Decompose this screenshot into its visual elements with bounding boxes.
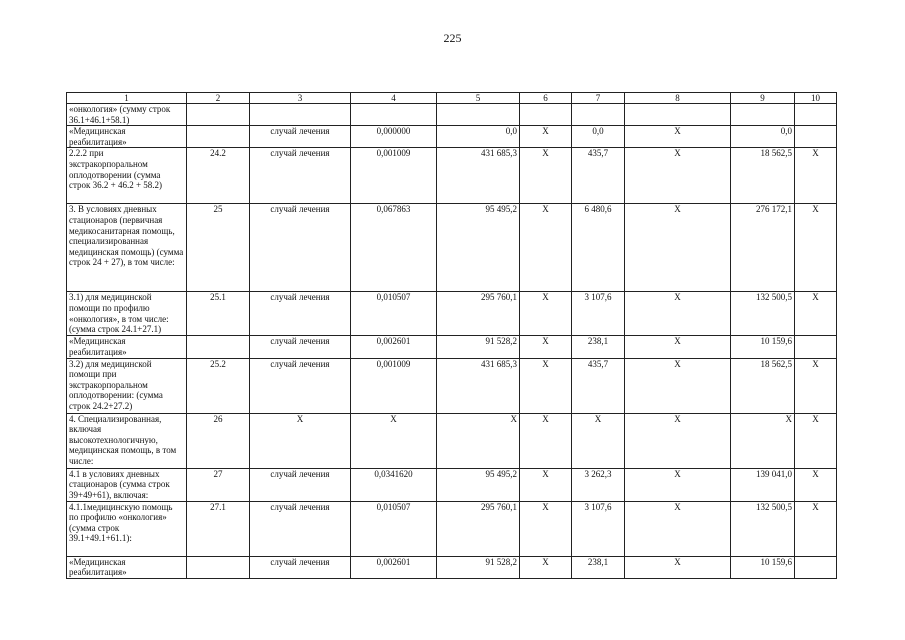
table-cell (520, 104, 572, 126)
table-cell: X (625, 148, 731, 204)
table-cell: X (250, 413, 351, 468)
table-cell: 27 (187, 468, 250, 501)
table-cell: 0,002601 (351, 336, 437, 358)
table-cell: 3 262,3 (572, 468, 625, 501)
table-cell: 3 107,6 (572, 292, 625, 336)
table-cell: 276 172,1 (731, 204, 795, 292)
table-cell: 0,0 (437, 126, 520, 148)
table-cell (187, 556, 250, 578)
table-cell: X (625, 292, 731, 336)
table-cell: случай лечения (250, 336, 351, 358)
header-cell: 6 (520, 93, 572, 104)
table-cell: 132 500,5 (731, 292, 795, 336)
table-cell: X (731, 413, 795, 468)
table-cell: 27.1 (187, 501, 250, 556)
table-cell: случай лечения (250, 358, 351, 413)
table-cell (187, 104, 250, 126)
table-cell: 3 107,6 (572, 501, 625, 556)
table-cell: X (520, 358, 572, 413)
table-cell: случай лечения (250, 556, 351, 578)
header-cell: 9 (731, 93, 795, 104)
table-cell: 3. В условиях дневных стационаров (первичная медикосанитарная помощь, специализированная медицинская помощь) (сумма строк 24 + 27), в том числе: (67, 204, 187, 292)
table-cell: X (520, 556, 572, 578)
table-row (67, 104, 837, 126)
table-cell (795, 556, 837, 578)
table-cell: 0,010507 (351, 501, 437, 556)
table-cell: 435,7 (572, 358, 625, 413)
table-row (67, 336, 837, 358)
table-cell (795, 126, 837, 148)
table-cell (250, 104, 351, 126)
data-table (66, 92, 837, 579)
table-cell: X (520, 148, 572, 204)
table-row (67, 292, 837, 336)
table-cell (795, 336, 837, 358)
table-cell: 91 528,2 (437, 336, 520, 358)
table-cell: 431 685,3 (437, 358, 520, 413)
table-cell: 25 (187, 204, 250, 292)
table-cell: X (625, 413, 731, 468)
table-cell: X (437, 413, 520, 468)
header-cell: 10 (795, 93, 837, 104)
table-cell (795, 104, 837, 126)
table-cell: 2.2.2 при экстракорпоральном оплодотворении (сумма строк 36.2 + 46.2 + 58.2) (67, 148, 187, 204)
table-cell: X (625, 358, 731, 413)
table-cell: X (625, 204, 731, 292)
table-cell: 3.2) для медицинской помощи при экстракорпоральном оплодотворении: (сумма строк 24.2+27.2) (67, 358, 187, 413)
table-cell: 4.1.1медицинскую помощь по профилю «онкология» (сумма строк 39.1+49.1+61.1): (67, 501, 187, 556)
table-cell: X (520, 204, 572, 292)
table-cell: X (520, 468, 572, 501)
table-cell: 3.1) для медицинской помощи по профилю «онкология», в том числе: (сумма строк 24.1+27.1) (67, 292, 187, 336)
table-cell: 295 760,1 (437, 501, 520, 556)
table-cell: 4. Специализированная, включая высокотехнологичную, медицинская помощь, в том числе: (67, 413, 187, 468)
table-cell: 132 500,5 (731, 501, 795, 556)
table-cell: 435,7 (572, 148, 625, 204)
table-cell: 0,067863 (351, 204, 437, 292)
table-cell: X (520, 336, 572, 358)
table-cell: X (520, 126, 572, 148)
table-cell: 25.1 (187, 292, 250, 336)
table-cell: 25.2 (187, 358, 250, 413)
table-cell: 431 685,3 (437, 148, 520, 204)
table-cell: X (520, 501, 572, 556)
header-row (67, 93, 837, 104)
table-cell: «Медицинская реабилитация» (67, 336, 187, 358)
header-cell: 8 (625, 93, 731, 104)
table-cell: 0,002601 (351, 556, 437, 578)
table-cell: X (795, 501, 837, 556)
table-cell (625, 104, 731, 126)
table-cell (437, 104, 520, 126)
table-cell: X (625, 468, 731, 501)
header-cell: 7 (572, 93, 625, 104)
table-cell: случай лечения (250, 292, 351, 336)
table-cell: случай лечения (250, 468, 351, 501)
table-cell: X (625, 501, 731, 556)
table-cell: случай лечения (250, 148, 351, 204)
table-cell: «Медицинская реабилитация» (67, 126, 187, 148)
table-cell: «онкология» (сумму строк 36.1+46.1+58.1) (67, 104, 187, 126)
table-cell (731, 104, 795, 126)
table-cell: X (572, 413, 625, 468)
table-body (67, 104, 837, 579)
table-cell: 0,001009 (351, 358, 437, 413)
table-row (67, 413, 837, 468)
table-cell: 10 159,6 (731, 556, 795, 578)
table-cell: X (351, 413, 437, 468)
table-row (67, 204, 837, 292)
table-cell: 0,0 (572, 126, 625, 148)
table-cell: X (795, 148, 837, 204)
header-cell: 4 (351, 93, 437, 104)
table-cell: 0,001009 (351, 148, 437, 204)
table-cell: 95 495,2 (437, 468, 520, 501)
table-row (67, 126, 837, 148)
table-cell: X (625, 556, 731, 578)
table-cell: 139 041,0 (731, 468, 795, 501)
header-cell: 1 (67, 93, 187, 104)
table-cell: 0,000000 (351, 126, 437, 148)
table-cell: X (795, 204, 837, 292)
table-row (67, 358, 837, 413)
page-number: 225 (443, 31, 462, 45)
table-cell: 18 562,5 (731, 148, 795, 204)
table-cell: 0,0 (731, 126, 795, 148)
table-cell: X (520, 292, 572, 336)
table-cell: 10 159,6 (731, 336, 795, 358)
table-row (67, 468, 837, 501)
table-cell: X (795, 358, 837, 413)
table-cell (187, 336, 250, 358)
table-cell: 0,0341620 (351, 468, 437, 501)
table-header (67, 93, 837, 104)
table-cell: X (795, 413, 837, 468)
header-cell: 2 (187, 93, 250, 104)
table-cell: X (520, 413, 572, 468)
table-cell: X (795, 292, 837, 336)
table-row (67, 556, 837, 578)
table-cell: X (625, 126, 731, 148)
table-row (67, 148, 837, 204)
table-cell: 26 (187, 413, 250, 468)
table-cell: случай лечения (250, 204, 351, 292)
table-cell: X (795, 468, 837, 501)
table-cell (187, 126, 250, 148)
table-cell: 24.2 (187, 148, 250, 204)
table-cell: 238,1 (572, 556, 625, 578)
table-cell (572, 104, 625, 126)
table-row (67, 501, 837, 556)
table-cell: случай лечения (250, 126, 351, 148)
table-cell: «Медицинская реабилитация» (67, 556, 187, 578)
table-cell: 295 760,1 (437, 292, 520, 336)
table-cell: случай лечения (250, 501, 351, 556)
header-cell: 5 (437, 93, 520, 104)
table-cell: X (625, 336, 731, 358)
table-cell: 238,1 (572, 336, 625, 358)
table-cell: 6 480,6 (572, 204, 625, 292)
table-cell: 95 495,2 (437, 204, 520, 292)
table-cell: 91 528,2 (437, 556, 520, 578)
table-cell: 4.1 в условиях дневных стационаров (сумма строк 39+49+61), включая: (67, 468, 187, 501)
table-cell (351, 104, 437, 126)
header-cell: 3 (250, 93, 351, 104)
table-cell: 0,010507 (351, 292, 437, 336)
table-cell: 18 562,5 (731, 358, 795, 413)
